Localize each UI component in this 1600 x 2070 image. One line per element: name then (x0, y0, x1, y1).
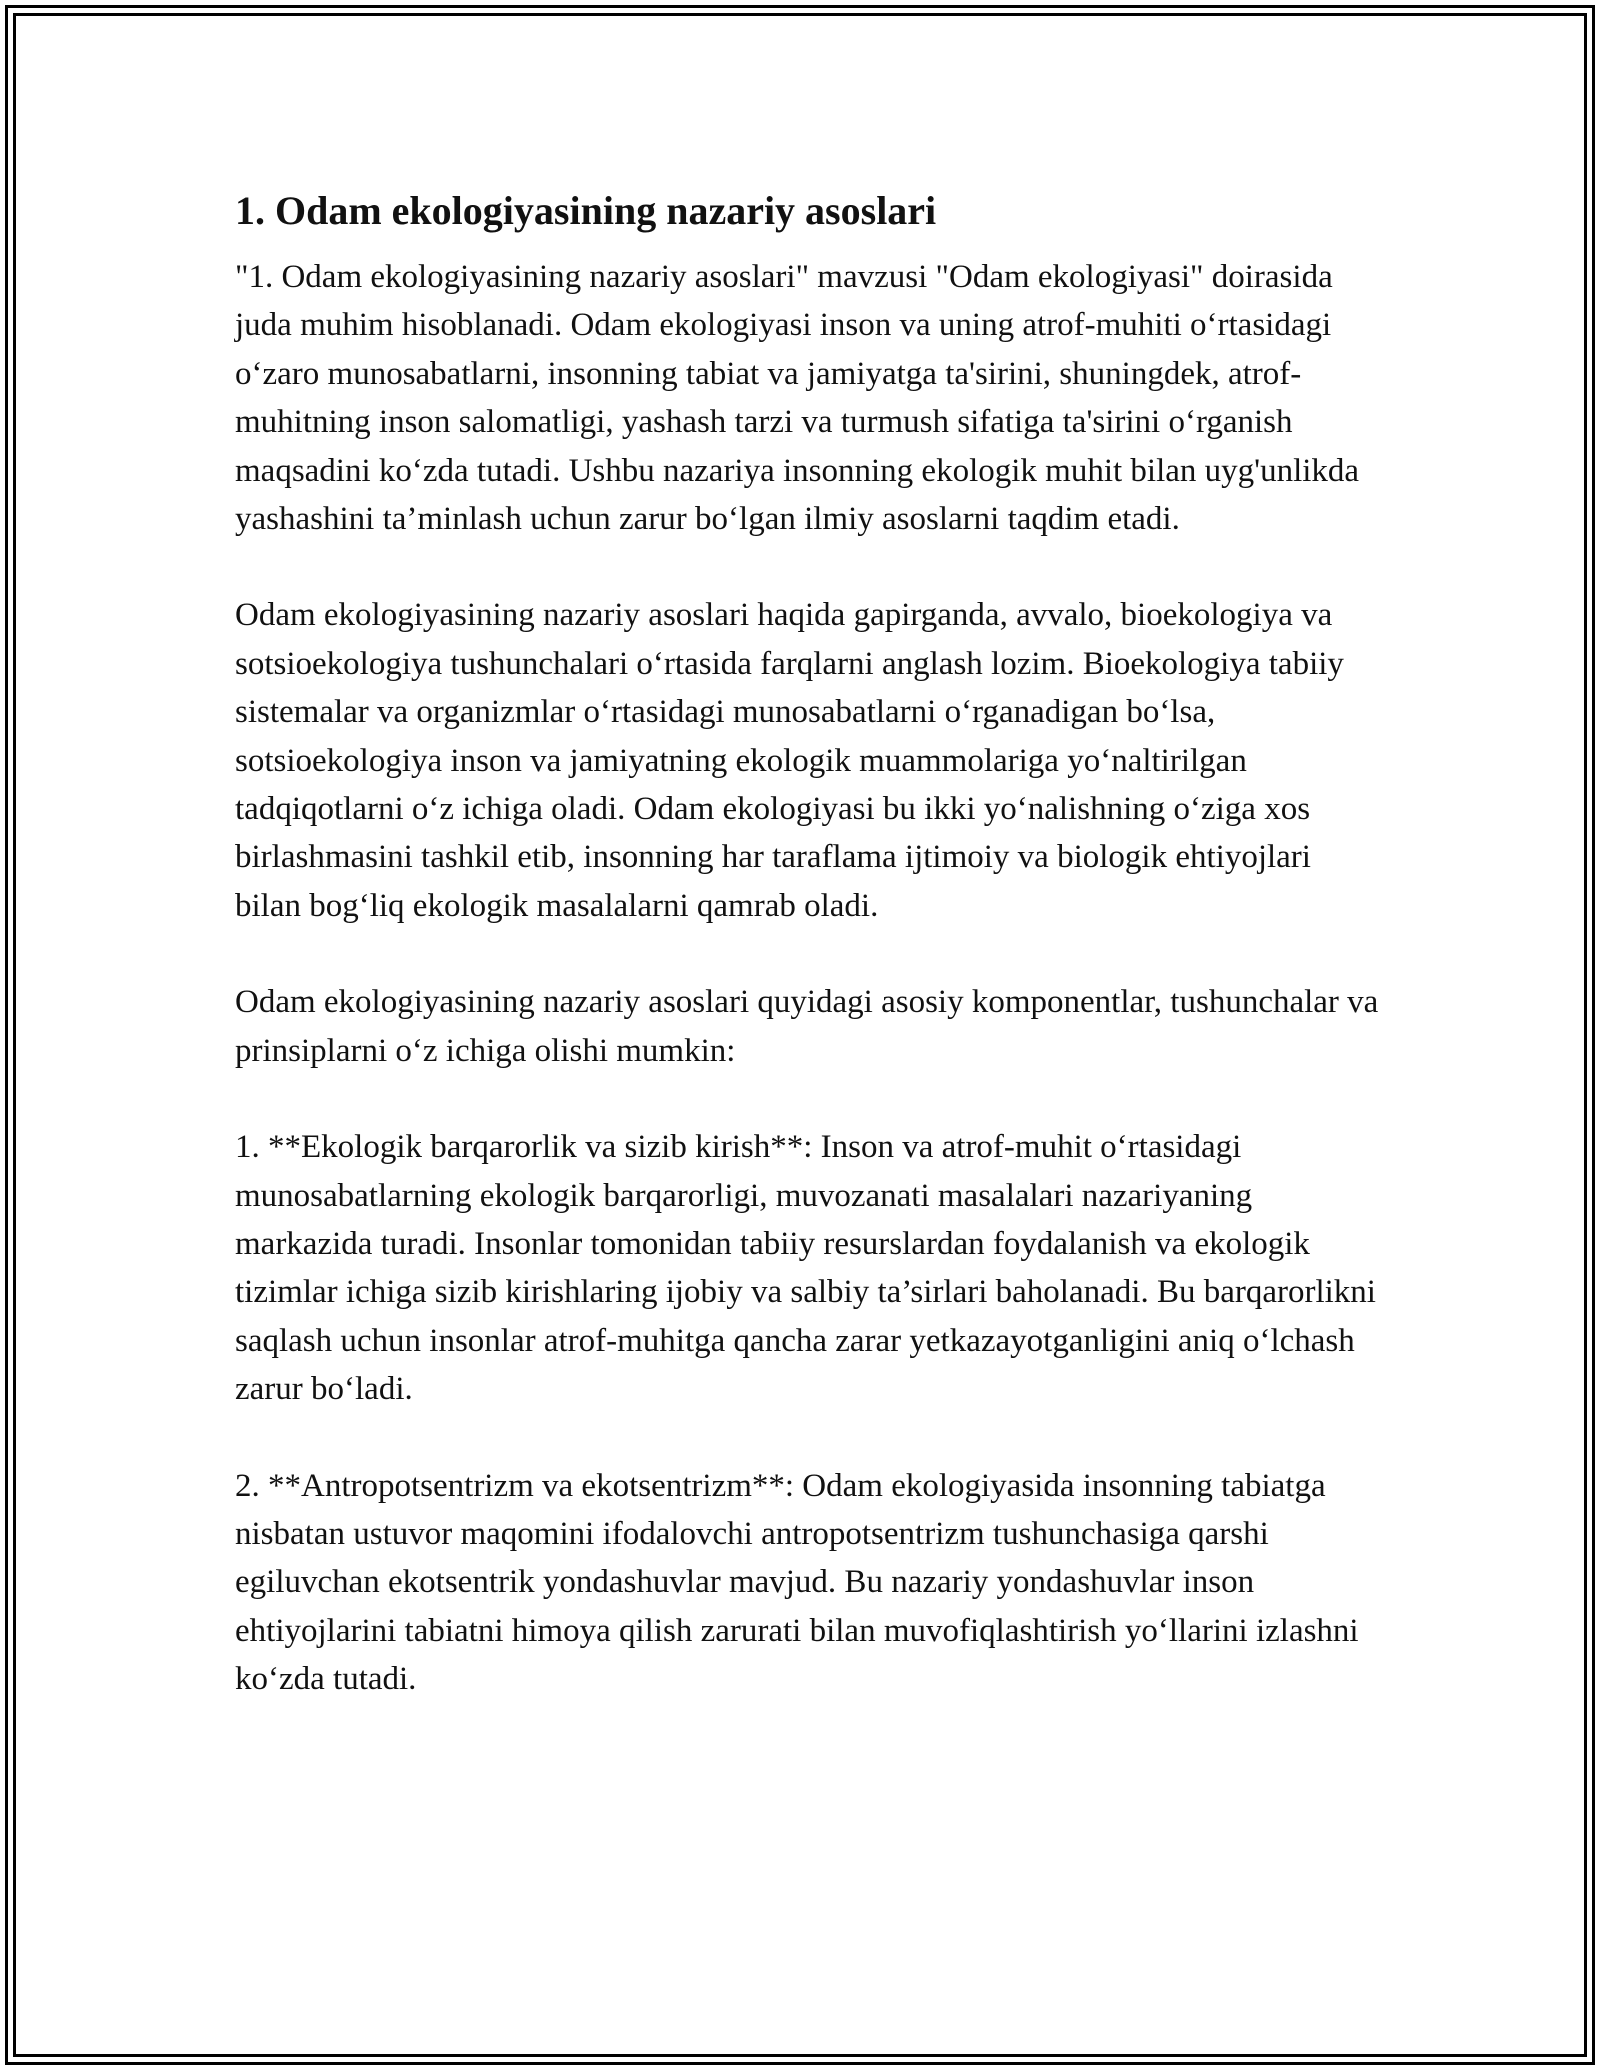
list-item-1: 1. **Ekologik barqarorlik va sizib kirish**: Inson va atrof-muhit o‘rtasidagi munosabatlarning ekologik barqarorligi, muvozanati masalalari nazariyaning markazida turadi. Insonlar tomonidan tabiiy resurslardan foydalanish va ekologik tizimlar ichiga sizib kirishlaring ijobiy va salbiy ta’sirlari baholanadi. Bu barqarorlikni saqlash uchun insonlar atrof-muhitga qancha zarar yetkazayotganligini aniq o‘lchash zarur bo‘ladi. (235, 1129, 1376, 1408)
list-item-2: 2. **Antropotsentrizm va ekotsentrizm**: Odam ekologiyasida insonning tabiatga nisbatan ustuvor maqomini ifodalovchi antropotsentrizm tushunchasiga qarshi egiluvchan ekotsentrik yondashuvlar mavjud. Bu nazariy yondashuvlar inson ehtiyojlarini tabiatni himoya qilish zarurati bilan muvofiqlashtirish yo‘llarini izlashni ko‘zda tutadi. (235, 1467, 1359, 1698)
paragraph-intro: "1. Odam ekologiyasining nazariy asoslari" mavzusi "Odam ekologiyasi" doirasida juda muhim hisoblanadi. Odam ekologiyasi inson va uning atrof-muhiti o‘rtasidagi o‘zaro munosabatlarni, insonning tabiat va jamiyatga ta'sirini, shuningdek, atrof-muhitning inson salomatligi, yashash tarzi va turmush sifatiga ta'sirini o‘rganish maqsadini ko‘zda tutadi. Ushbu nazariya insonning ekologik muhit bilan uyg'unlikda yashashini ta’minlash uchun zarur bo‘lgan ilmiy asoslarni taqdim etadi. (235, 259, 1360, 538)
paragraph-bio-socio: Odam ekologiyasining nazariy asoslari haqida gapirganda, avvalo, bioekologiya va sotsioekologiya tushunchalari o‘rtasida farqlarni anglash lozim. Bioekologiya tabiiy sistemalar va organizmlar o‘rtasidagi munosabatlarni o‘rganadigan bo‘lsa, sotsioekologiya inson va jamiyatning ekologik muammolariga yo‘naltirilgan tadqiqotlarni o‘z ichiga oladi. Odam ekologiyasi bu ikki yo‘nalishning o‘ziga xos birlashmasini tashkil etib, insonning har taraflama ijtimoiy va biologik ehtiyojlari bilan bog‘liq ekologik masalalarni qamrab oladi. (235, 597, 1344, 924)
document-body (235, 185, 1385, 1752)
document-title: 1. Odam ekologiyasining nazariy asoslari (235, 188, 937, 233)
paragraph-components-lead: Odam ekologiyasining nazariy asoslari quyidagi asosiy komponentlar, tushunchalar va prinsiplarni o‘z ichiga olishi mumkin: (235, 984, 1379, 1069)
